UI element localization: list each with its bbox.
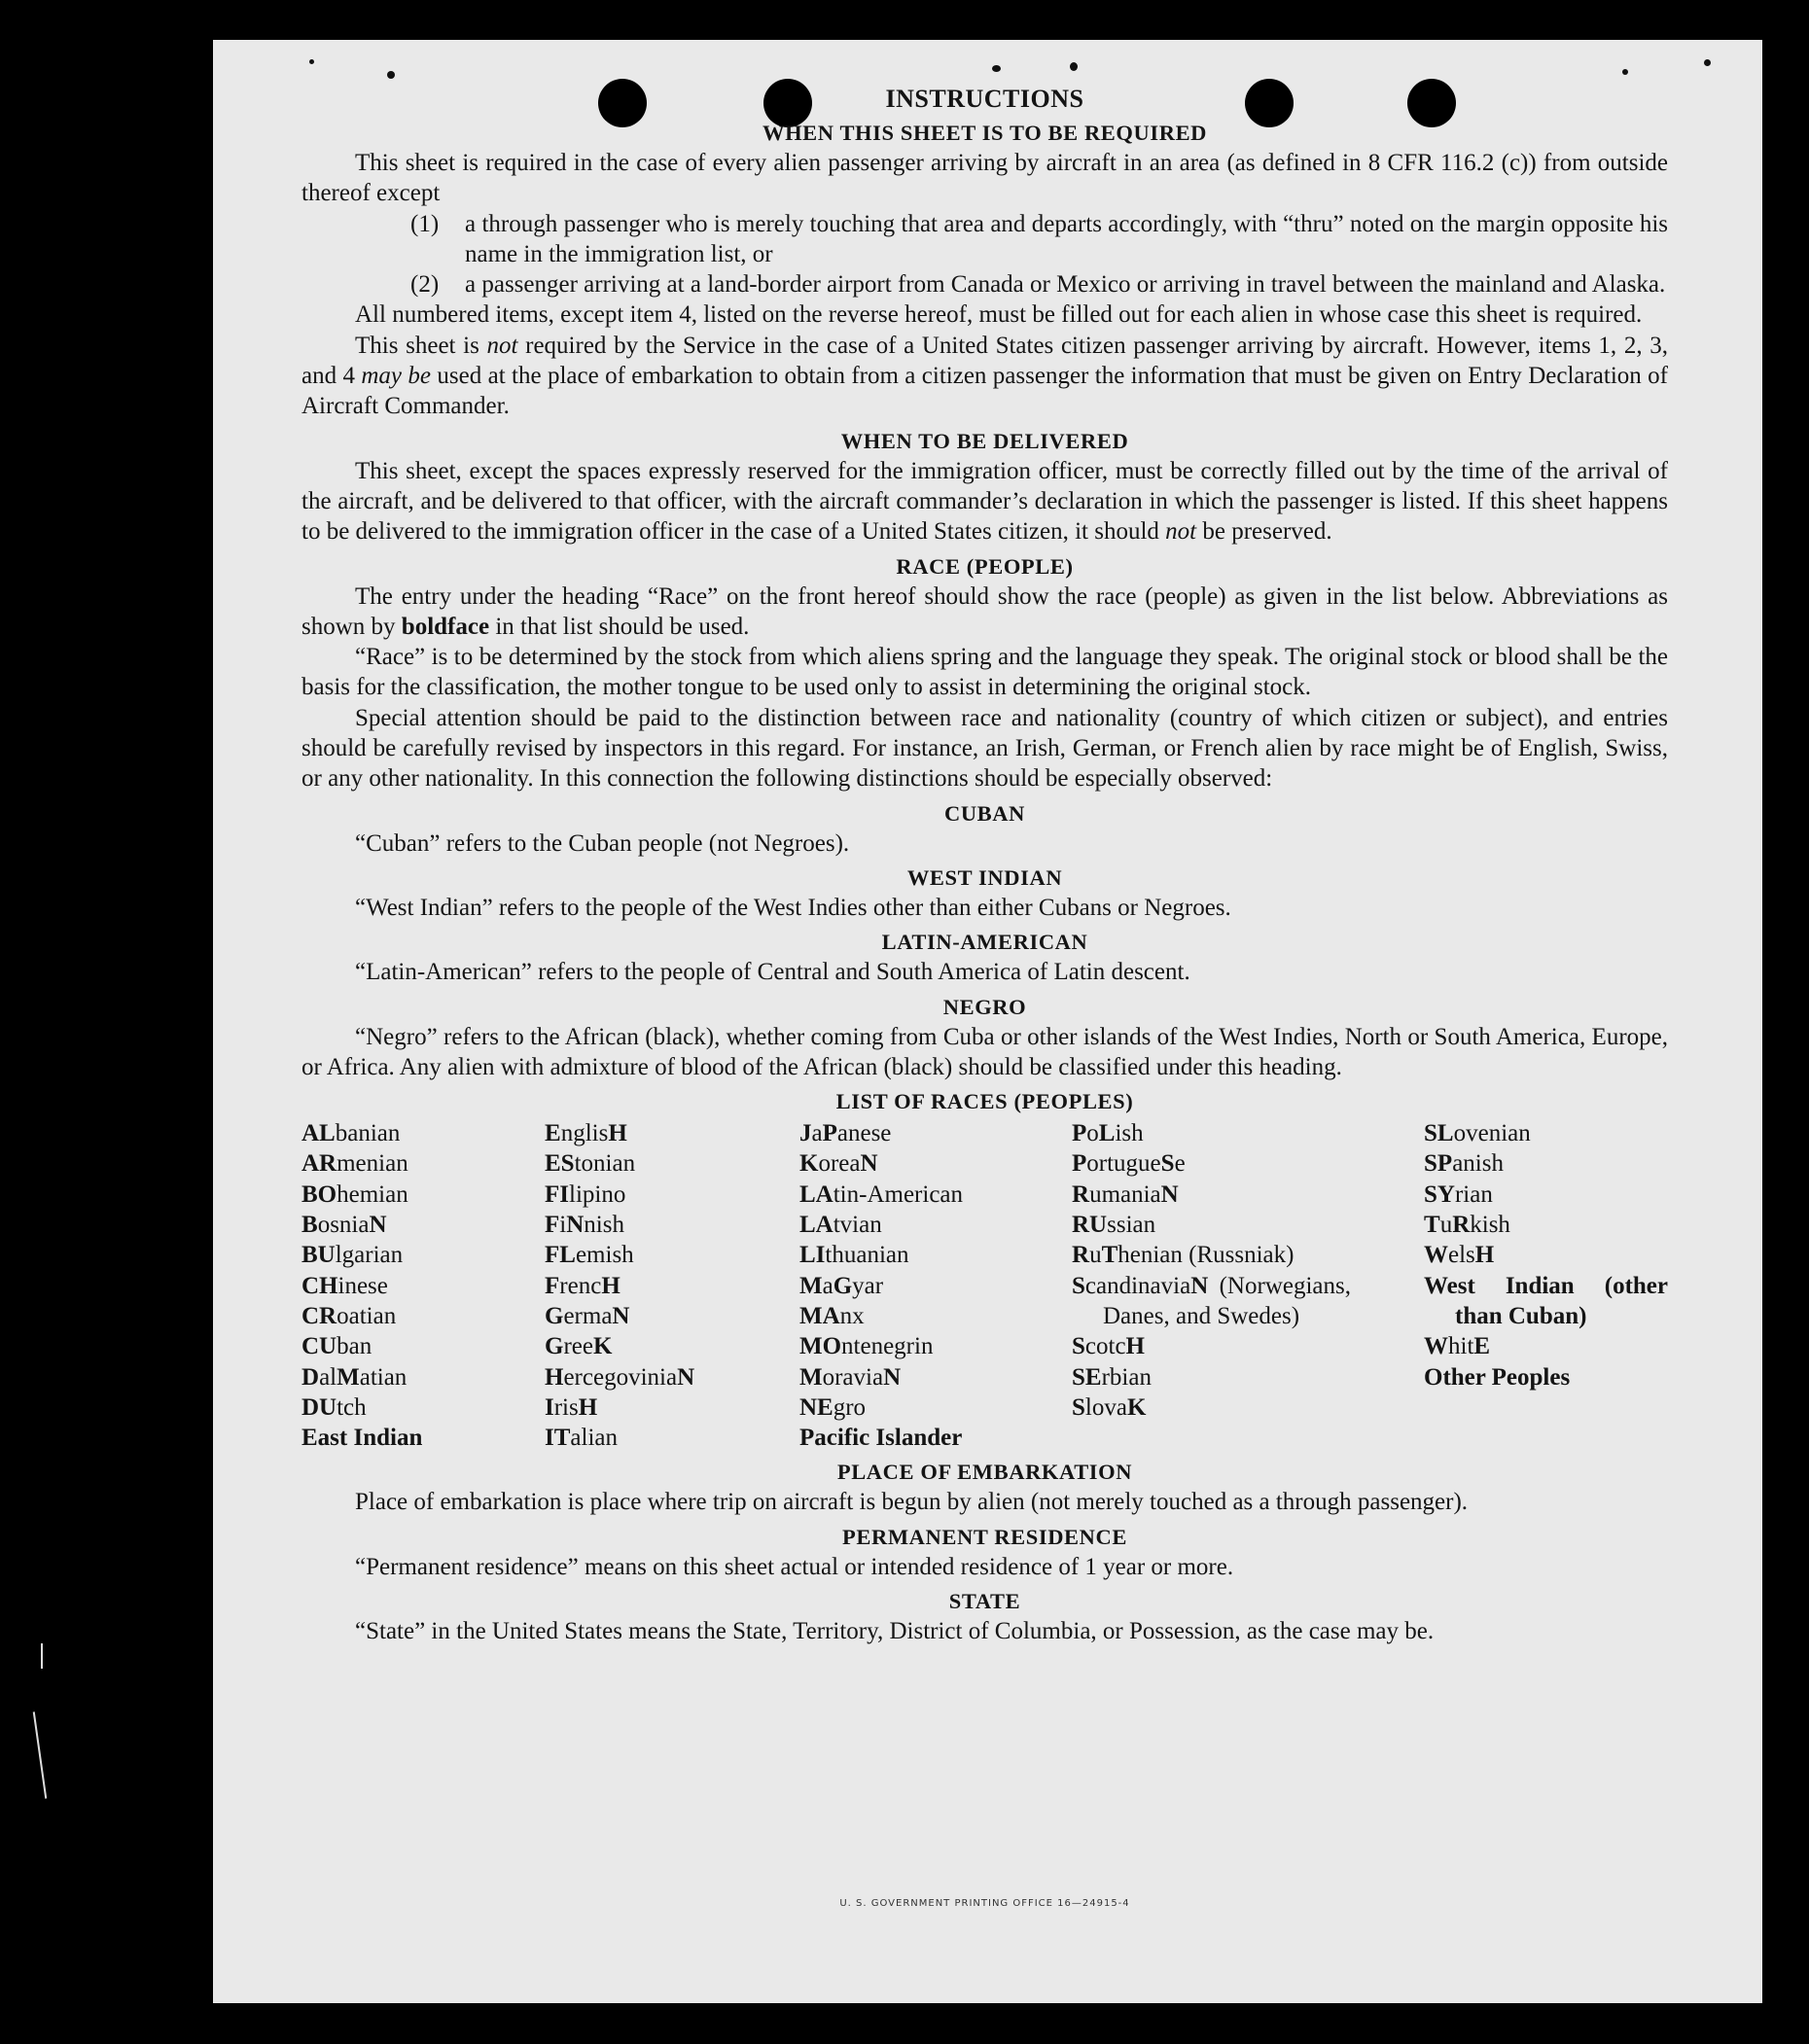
race-entry: FIlipino xyxy=(545,1181,626,1208)
race-entry: PoLish xyxy=(1072,1120,1144,1147)
section-paragraph: “Negro” refers to the African (black), whether coming from Cuba or other islands of the West Indies, North or South America, Europe, or Africa. Any alien with admixture of blood of the African (black) should be classified under this heading. xyxy=(302,1023,1668,1080)
race-entry: SlovaK xyxy=(1072,1393,1147,1421)
race-entry: CUban xyxy=(302,1333,372,1360)
section-heading: LIST OF RACES (PEOPLES) xyxy=(835,1089,1134,1114)
race-entry: BOhemian xyxy=(302,1181,408,1208)
race-entry: Other Peoples xyxy=(1424,1363,1571,1391)
race-entry: MaGyar xyxy=(799,1272,884,1299)
race-column xyxy=(545,1118,799,1453)
race-entry: LAtin-American xyxy=(799,1181,964,1208)
race-entry: DUtch xyxy=(302,1393,367,1421)
section-heading: PERMANENT RESIDENCE xyxy=(842,1524,1127,1549)
section-heading: NEGRO xyxy=(942,994,1027,1019)
race-entry: MoraviaN xyxy=(799,1363,902,1391)
scan-speck xyxy=(992,65,1001,72)
section-paragraph: Place of embarkation is place where trip on aircraft is begun by alien (not merely touched as a through passenger). xyxy=(355,1489,1469,1516)
race-entry: FrencH xyxy=(545,1272,621,1299)
section-paragraph: “Latin-American” refers to the people of Central and South America of Latin descent. xyxy=(355,959,1190,986)
race-entry: RUssian xyxy=(1072,1212,1156,1239)
race-entry: West Indian (other than Cuban) xyxy=(1424,1272,1668,1329)
item-number: (2) xyxy=(410,271,440,299)
printing-office-footer: U. S. GOVERNMENT PRINTING OFFICE 16—24915-4 xyxy=(839,1898,1130,1909)
scan-artifact xyxy=(33,1711,48,1798)
race-entry: WhitE xyxy=(1424,1333,1491,1360)
race-entry: TuRkish xyxy=(1424,1212,1510,1239)
race-entry: EStonian xyxy=(545,1150,636,1178)
section-paragraph: “State” in the United States means the State, Territory, District of Columbia, or Possession, as the case may be. xyxy=(355,1617,1435,1644)
section-paragraph: “Cuban” refers to the Cuban people (not Negroes). xyxy=(355,829,850,857)
race-column xyxy=(1072,1118,1351,1453)
scan-speck xyxy=(1622,69,1628,75)
race-entry: KoreaN xyxy=(799,1150,878,1178)
section-heading: PLACE OF EMBARKATION xyxy=(836,1460,1133,1485)
scan-speck xyxy=(1070,62,1078,71)
section-paragraph: This sheet, except the spaces expressly reserved for the immigration officer, must be correctly filled out by the time of the arrival of the aircraft, and be delivered to that officer, with the aircraft commander’s declaration in which the passenger is listed. If this sheet happens to be delivered to the immigration officer in the case of a United States citizen, it should not be preserved. xyxy=(302,457,1668,546)
item-text: a through passenger who is merely touching that area and departs accordingly, with “thru” noted on the margin opposite his name in the immigration list, or xyxy=(465,210,1668,267)
section-paragraph: Special attention should be paid to the distinction between race and nationality (country of which citizen or subject), and entries should be carefully revised by inspectors in this regard. For instance, an Irish, German, or French alien by race might be of English, Swiss, or any other nationality. In this connection the following distinctions should be especially observed: xyxy=(302,704,1668,793)
race-entry: ScotcH xyxy=(1072,1333,1145,1360)
section-paragraph: This sheet is not required by the Service in the case of a United States citizen passenger arriving by aircraft. However, items 1, 2, 3, and 4 may be used at the place of embarkation to obtain from a citizen passenger the information that must be given on Entry Declaration of Aircraft Commander. xyxy=(302,332,1669,420)
section-heading: WEST INDIAN xyxy=(906,864,1063,890)
race-column xyxy=(302,1118,545,1453)
race-entry: LIthuanian xyxy=(799,1242,909,1269)
race-entry: RuThenian (Russniak) xyxy=(1072,1242,1295,1269)
section-heading: RACE (PEOPLE) xyxy=(896,553,1074,579)
section-paragraph: This sheet is required in the case of every alien passenger arriving by aircraft in an area (as defined in 8 CFR 116.2 (c)) from outside thereof except xyxy=(302,150,1668,207)
race-list xyxy=(302,1118,1668,1453)
race-entry: Pacific Islander xyxy=(799,1425,963,1452)
race-entry: JaPanese xyxy=(799,1120,892,1147)
race-entry: GermaN xyxy=(545,1302,630,1329)
race-entry: East Indian xyxy=(302,1425,423,1452)
scan-speck xyxy=(1704,59,1711,66)
race-entry: SPanish xyxy=(1424,1150,1504,1178)
race-entry: LAtvian xyxy=(799,1212,882,1239)
document-title: INSTRUCTIONS xyxy=(885,85,1084,113)
section-heading: STATE xyxy=(948,1588,1021,1613)
race-entry: MOntenegrin xyxy=(799,1333,934,1360)
race-entry: ITalian xyxy=(545,1425,618,1452)
race-entry: SYrian xyxy=(1424,1181,1493,1208)
race-entry: MAnx xyxy=(799,1302,865,1329)
section-paragraph: “West Indian” refers to the people of the West Indies other than either Cubans or Negroes. xyxy=(355,894,1231,921)
scan-speck xyxy=(309,59,314,64)
section-heading: WHEN TO BE DELIVERED xyxy=(840,428,1129,453)
race-entry: ALbanian xyxy=(302,1120,401,1147)
race-entry: BUlgarian xyxy=(302,1242,404,1269)
section-heading: CUBAN xyxy=(943,800,1025,826)
item-text: a passenger arriving at a land-border airport from Canada or Mexico or arriving in travel between the mainland and Alaska. xyxy=(465,271,1666,299)
scan-artifact xyxy=(41,1643,43,1669)
race-entry: BosniaN xyxy=(302,1212,387,1239)
race-entry: PortugueSe xyxy=(1072,1150,1186,1178)
race-entry: SErbian xyxy=(1072,1363,1152,1391)
race-entry: HercegoviniaN xyxy=(545,1363,695,1391)
race-column xyxy=(799,1118,1072,1453)
race-entry: EnglisH xyxy=(545,1120,627,1147)
section-paragraph: “Permanent residence” means on this sheet actual or intended residence of 1 year or more. xyxy=(355,1553,1234,1580)
section-paragraph: The entry under the heading “Race” on the front hereof should show the race (people) as given in the list below. Abbreviations as shown by boldface in that list should be used. xyxy=(302,582,1668,640)
race-entry: FLemish xyxy=(545,1242,634,1269)
race-entry: FiNnish xyxy=(545,1212,624,1239)
race-entry: WelsH xyxy=(1424,1242,1495,1269)
race-entry: SLovenian xyxy=(1424,1120,1531,1147)
section-heading: WHEN THIS SHEET IS TO BE REQUIRED xyxy=(762,121,1208,145)
section-heading: LATIN-AMERICAN xyxy=(881,930,1088,955)
race-entry: NEgro xyxy=(799,1393,867,1421)
section-paragraph: All numbered items, except item 4, listed on the reverse hereof, must be filled out for each alien in whose case this sheet is required. xyxy=(355,301,1643,329)
scan-speck xyxy=(387,71,395,79)
race-column xyxy=(1424,1118,1668,1453)
item-number: (1) xyxy=(410,210,440,237)
race-entry: DalMatian xyxy=(302,1363,408,1391)
race-entry: RumaniaN xyxy=(1072,1181,1179,1208)
numbered-item xyxy=(410,269,1668,300)
numbered-item xyxy=(410,209,1668,270)
race-entry: CHinese xyxy=(302,1272,388,1299)
race-entry: IrisH xyxy=(545,1393,598,1421)
race-entry: GreeK xyxy=(545,1333,613,1360)
race-entry: CRoatian xyxy=(302,1302,397,1329)
race-entry: ScandinaviaN (Norwegians, Danes, and Swedes) xyxy=(1072,1272,1351,1329)
instructions-text xyxy=(302,84,1668,1646)
section-paragraph: “Race” is to be determined by the stock from which aliens spring and the language they speak. The original stock or blood shall be the basis for the classification, the mother tongue to be used only to assist in determining the original stock. xyxy=(302,644,1668,701)
race-entry: ARmenian xyxy=(302,1150,408,1178)
